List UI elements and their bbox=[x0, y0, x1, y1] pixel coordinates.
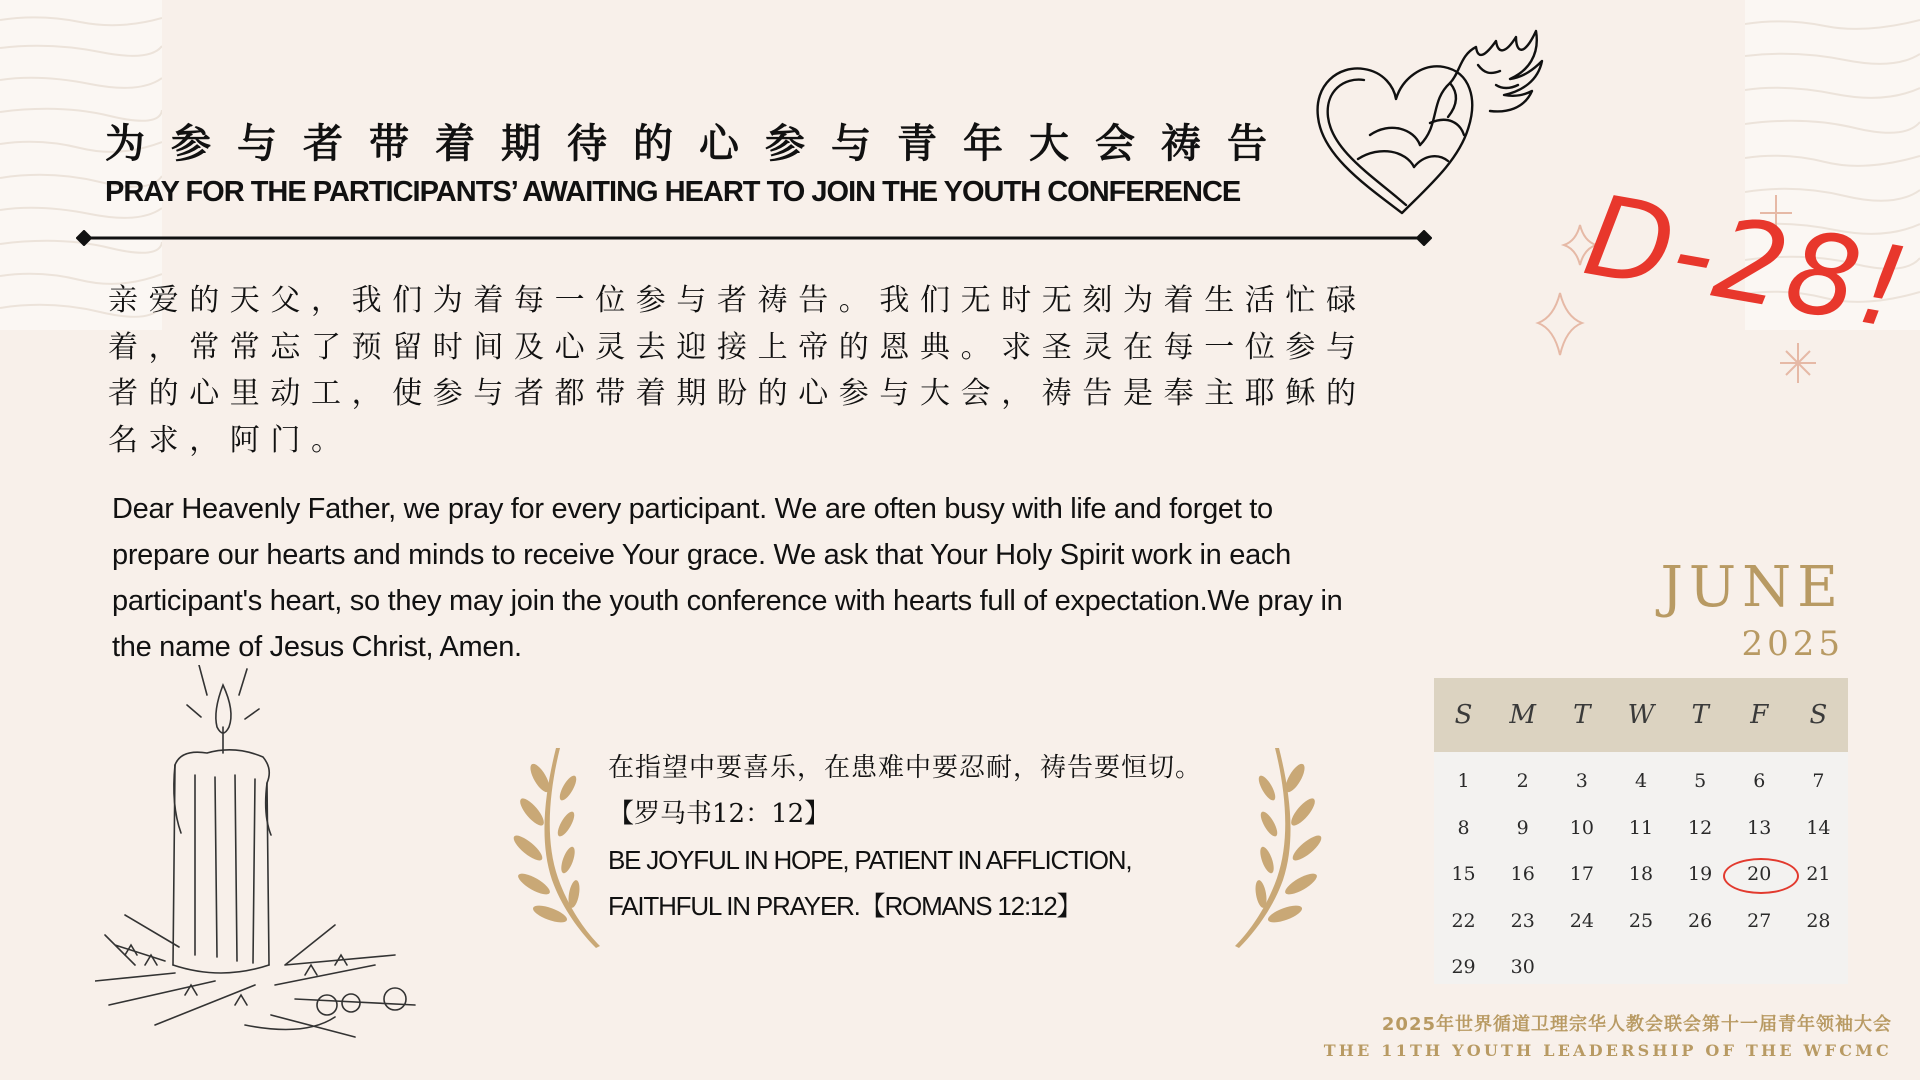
calendar-day: 7 bbox=[1812, 770, 1825, 792]
weekday-sat: S bbox=[1809, 700, 1828, 730]
laurel-branch-icon bbox=[510, 748, 600, 948]
calendar-day: 18 bbox=[1628, 863, 1654, 885]
bible-verse bbox=[608, 745, 1248, 929]
calendar-day: 28 bbox=[1806, 909, 1831, 932]
candle-illustration bbox=[95, 665, 425, 1040]
calendar-days bbox=[1434, 752, 1848, 991]
calendar-day: 21 bbox=[1806, 863, 1831, 885]
calendar-day: 4 bbox=[1634, 770, 1648, 792]
footer-organizer-english: THE 11TH YOUTH LEADERSHIP OF THE WFCMC bbox=[1323, 1041, 1892, 1060]
weekday-mon: M bbox=[1509, 700, 1537, 730]
footer-organizer-chinese: 2025年世界循道卫理宗华人教会联会第十一届青年领袖大会 bbox=[1381, 1014, 1892, 1035]
calendar-weekday-header bbox=[1434, 678, 1848, 752]
calendar-day: 16 bbox=[1510, 863, 1535, 885]
calendar-year: 2025 bbox=[1741, 624, 1844, 664]
calendar-day: 11 bbox=[1628, 816, 1654, 839]
verse-chinese: 在指望中要喜乐，在患难中要忍耐，祷告要恒切。 bbox=[608, 753, 1203, 783]
calendar-day: 5 bbox=[1694, 770, 1707, 792]
calendar-day: 25 bbox=[1628, 909, 1654, 932]
prayer-english: Dear Heavenly Father, we pray for every participant. We are often busy with life and forget to prepare our hearts and minds to receive Your grace. We ask that Your Holy Spirit work in each participant's heart, so they may join the youth conference with hearts full of expectation.We pray in the name of Jesus Christ, Amen. bbox=[112, 493, 1343, 663]
calendar-day: 29 bbox=[1451, 956, 1476, 978]
calendar-month: JUNE bbox=[1660, 555, 1844, 620]
calendar-day-marked: 20 bbox=[1730, 851, 1789, 898]
weekday-wed: W bbox=[1627, 700, 1655, 730]
page-title-chinese: 为参与者带着期待的心参与青年大会祷告 bbox=[105, 121, 1293, 167]
flaming-heart-icon bbox=[1310, 25, 1550, 220]
page-title-english: PRAY FOR THE PARTICIPANTS’ AWAITING HEART TO JOIN THE YOUTH CONFERENCE bbox=[105, 176, 1241, 208]
weekday-sun: S bbox=[1454, 700, 1473, 730]
countdown-label: D-28! bbox=[1576, 170, 1918, 356]
title-divider bbox=[76, 230, 1432, 246]
weekday-fri: F bbox=[1750, 700, 1769, 730]
calendar-day: 6 bbox=[1753, 770, 1766, 792]
calendar-day: 26 bbox=[1688, 909, 1713, 932]
calendar-day: 3 bbox=[1575, 770, 1588, 792]
calendar-day: 14 bbox=[1806, 816, 1831, 839]
weekday-tue: T bbox=[1573, 700, 1591, 730]
verse-reference-chinese: 【罗马书12：12】 bbox=[608, 799, 831, 829]
laurel-branch-icon bbox=[1235, 748, 1325, 948]
calendar-day: 2 bbox=[1516, 770, 1529, 792]
prayer-chinese: 亲爱的天父，我们为着每一位参与者祷告。我们无时无刻为着生活忙碌着，常常忘了预留时间及心灵去迎接上帝的恩典。求圣灵在每一位参与者的心里动工，使参与者都带着期盼的心参与大会，祷告是奉主耶稣的名求，阿门。 bbox=[108, 283, 1367, 458]
calendar-day: 10 bbox=[1569, 816, 1594, 839]
calendar-day: 9 bbox=[1516, 816, 1529, 839]
calendar-day: 30 bbox=[1510, 956, 1535, 978]
calendar-day: 27 bbox=[1747, 909, 1772, 932]
calendar-day: 19 bbox=[1688, 863, 1713, 885]
calendar-day: 8 bbox=[1457, 816, 1470, 839]
calendar-day: 12 bbox=[1688, 816, 1713, 839]
calendar-day: 13 bbox=[1747, 816, 1772, 839]
calendar bbox=[1434, 678, 1848, 984]
calendar-day: 1 bbox=[1457, 770, 1470, 792]
calendar-day: 24 bbox=[1569, 909, 1594, 932]
calendar-day: 17 bbox=[1569, 863, 1594, 885]
calendar-day: 15 bbox=[1451, 863, 1476, 885]
calendar-day: 23 bbox=[1510, 909, 1535, 932]
weekday-thu: T bbox=[1691, 700, 1709, 730]
calendar-day: 22 bbox=[1451, 909, 1476, 932]
verse-english: BE JOYFUL IN HOPE, PATIENT IN AFFLICTION, FAITHFUL IN PRAYER.【ROMANS 12:12】 bbox=[608, 845, 1132, 921]
